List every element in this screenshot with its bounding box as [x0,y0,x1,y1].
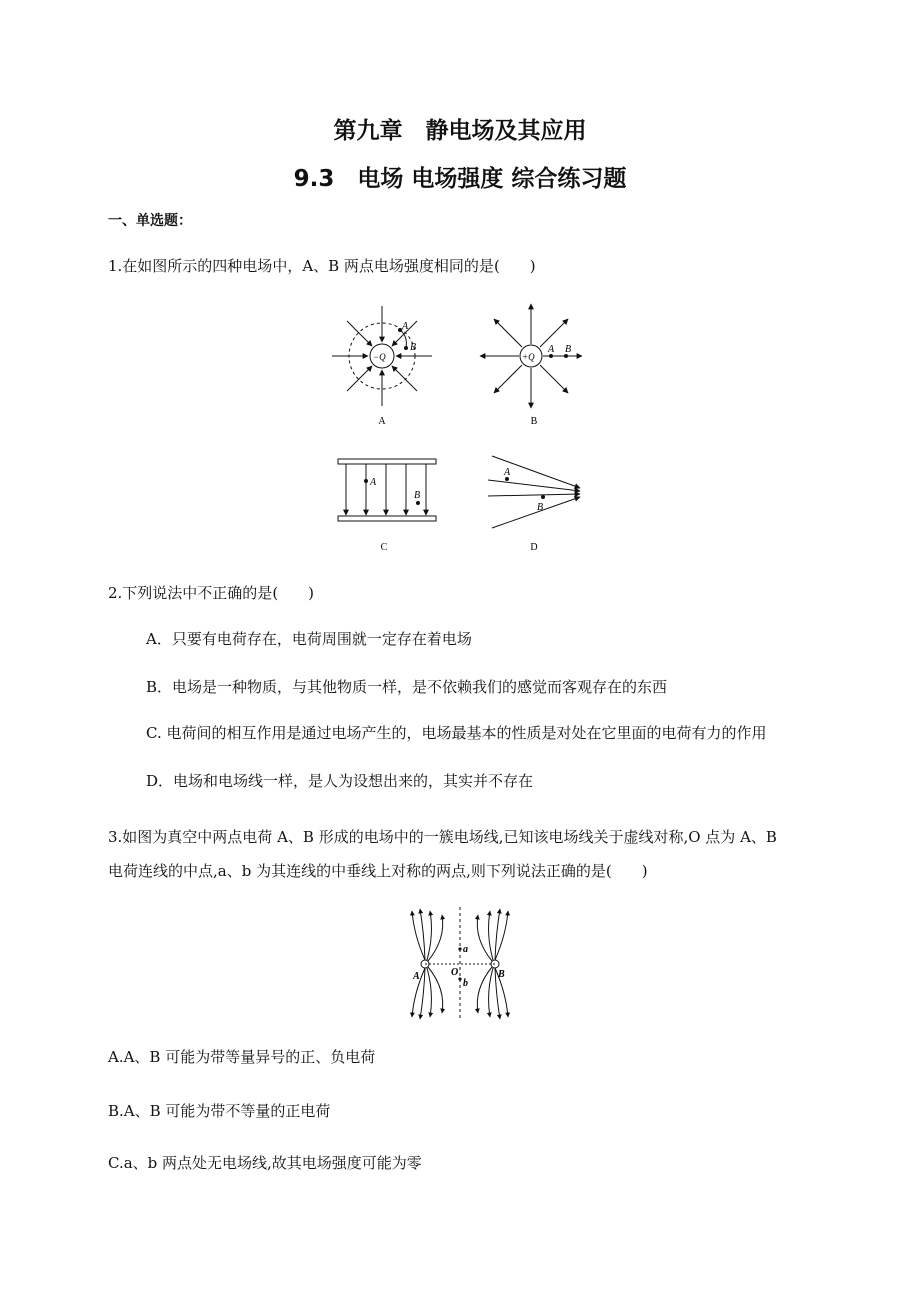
diag-b-caption: B [530,416,538,427]
diag-c-label-a: A [370,477,377,488]
q3-label-o: O [451,967,459,978]
diag-b-label-b: B [565,344,572,355]
lesson-title: 9.3 电场 电场强度 综合练习题 [293,166,627,192]
diag-c-label-b: B [414,490,421,501]
diag-a-caption: A [378,416,386,427]
q3-label-charge-a: A [413,971,420,982]
diag-b-label-a: A [548,344,555,355]
q1-stem: 1.在如图所示的四种电场中，A、B 两点电场强度相同的是( ) [108,257,536,275]
q2-option-d: D．电场和电场线一样，是人为设想出来的，其实并不存在 [146,772,534,790]
q3-stem-line2: 电荷连线的中点,a、b 为其连线的中垂线上对称的两点,则下列说法正确的是( ) [108,862,648,880]
diag-b-charge-label: +Q [522,352,535,362]
diagram-c-parallel-plates [338,459,436,521]
q1-field-diagrams [320,298,620,563]
diag-a-charge-label: −Q [373,352,386,362]
q3-option-a: A.A、B 可能为带等量异号的正、负电荷 [108,1048,376,1066]
q3-label-charge-b: B [498,969,505,980]
q2-option-a: A．只要有电荷存在，电荷周围就一定存在着电场 [146,630,472,648]
q3-field-diagram [410,905,515,1020]
q2-option-c: C. 电荷间的相互作用是通过电场产生的，电场最基本的性质是对处在它里面的电荷有力的作用 [146,724,767,742]
q2-stem: 2.下列说法中不正确的是( ) [108,584,315,602]
diag-d-caption: D [530,542,538,553]
q2-option-b: B．电场是一种物质，与其他物质一样，是不依赖我们的感觉而客观存在的东西 [146,678,668,696]
diag-a-label-a: A [402,321,409,332]
diag-c-caption: C [380,542,388,553]
diag-d-label-a: A [504,467,511,478]
q3-stem-line1: 3.如图为真空中两点电荷 A、B 形成的电场中的一簇电场线,已知该电场线关于虚线对称,O 点为 A、B [108,828,777,846]
chapter-title: 第九章 静电场及其应用 [333,118,587,144]
diagram-d-converging-lines [488,456,580,528]
q3-label-b-point: b [463,978,468,989]
q3-label-a-point: a [463,944,468,955]
diag-d-label-b: B [537,502,544,513]
diag-a-label-b: B [410,342,417,353]
q3-option-c: C.a、b 两点处无电场线,故其电场强度可能为零 [108,1154,422,1172]
section-heading: 一、单选题： [108,213,192,229]
q3-option-b: B.A、B 可能为带不等量的正电荷 [108,1102,331,1120]
